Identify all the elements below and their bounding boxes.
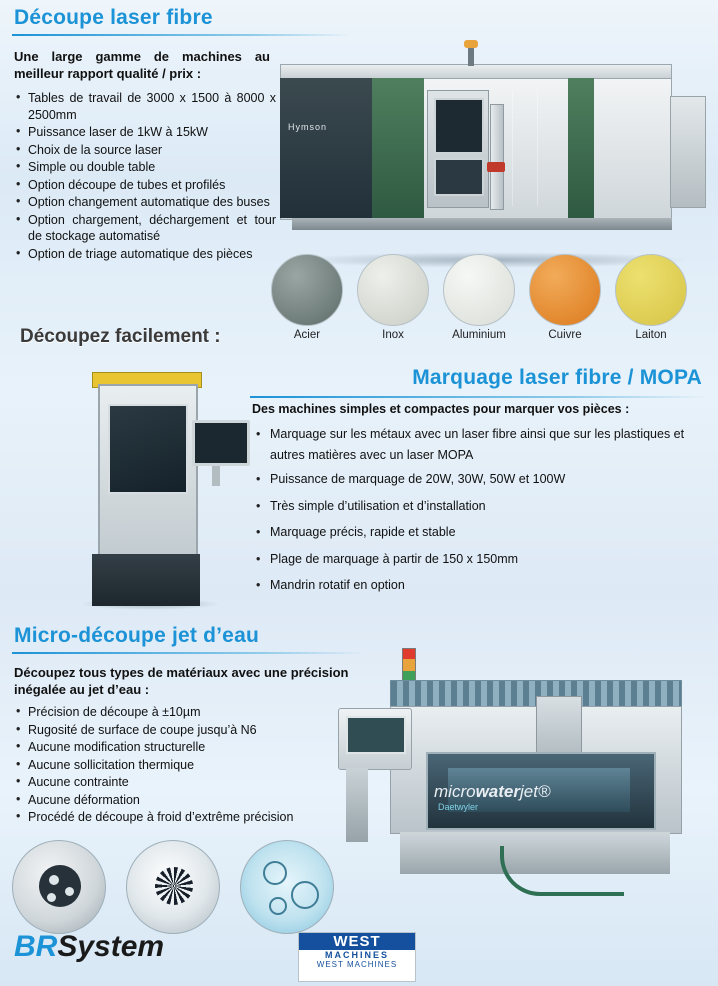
partner-logo-line2: MACHINES <box>324 950 389 960</box>
machine-brand-label <box>434 782 550 802</box>
list-item: • Procédé de découpe à froid d’extrême précision <box>14 809 364 826</box>
material-item <box>528 254 602 341</box>
brand-part-3: jet <box>519 782 538 801</box>
machine-base <box>292 218 672 230</box>
logo-prefix: BR <box>14 930 58 963</box>
monitor-screen <box>192 420 250 466</box>
material-swatch <box>357 254 429 326</box>
logo-main: System <box>57 930 165 963</box>
list-item: • Marquage précis, rapide et stable <box>252 519 708 546</box>
laser-feature-list <box>14 90 276 263</box>
material-item <box>356 254 430 341</box>
material-swatch <box>271 254 343 326</box>
sample-detail <box>269 897 287 915</box>
list-item: • Aucune modification structurelle <box>14 739 364 756</box>
materials-row <box>270 254 710 344</box>
company-logo <box>14 930 164 964</box>
laser-subtitle: Découpez facilement : <box>20 326 221 347</box>
machine-window <box>108 404 188 494</box>
list-item: • Option chargement, déchargement et tour de stockage automatisé <box>14 212 276 245</box>
material-swatch <box>529 254 601 326</box>
cnc-screen <box>346 716 406 754</box>
emergency-stop-icon <box>487 162 505 172</box>
list-item: • Marquage sur les métaux avec un laser fibre ainsi que sur les plastiques et autres matières avec un laser MOPA <box>252 424 708 466</box>
waterjet-feature-list <box>14 704 364 827</box>
partner-logo <box>298 932 416 982</box>
material-label: Cuivre <box>548 329 582 341</box>
machine-dark-panel <box>280 78 372 218</box>
list-item: • Tables de travail de 3000 x 1500 à 8000 x 2500mm <box>14 90 276 123</box>
list-item: • Mandrin rotatif en option <box>252 572 708 599</box>
section-title-marquage: Marquage laser fibre / MOPA <box>412 366 702 389</box>
sample-detail <box>49 875 59 885</box>
machine-seam <box>537 90 538 206</box>
marquage-feature-list <box>252 424 708 599</box>
machine-seam <box>512 90 513 206</box>
sample-detail <box>39 865 81 907</box>
machine-right-module <box>670 96 706 208</box>
list-item: • Aucune contrainte <box>14 774 364 791</box>
partner-logo-line1: WEST <box>299 933 415 950</box>
machine-base <box>92 554 200 606</box>
list-item: • Choix de la source laser <box>14 142 276 159</box>
material-swatch <box>443 254 515 326</box>
registered-mark: ® <box>537 782 551 801</box>
hose <box>500 846 624 896</box>
laser-intro-text: Une large gamme de machines au meilleur rapport qualité / prix : <box>14 49 270 81</box>
partner-logo-line3: WEST MACHINES <box>316 960 398 969</box>
machine-arm <box>490 104 504 210</box>
list-item: • Puissance de marquage de 20W, 30W, 50W et 100W <box>252 466 708 493</box>
list-item: • Aucune déformation <box>14 792 364 809</box>
divider-laser <box>12 34 352 36</box>
material-label: Laiton <box>635 329 667 341</box>
marquage-intro-text: Des machines simples et compactes pour marquer vos pièces : <box>252 402 630 416</box>
list-item: • Puissance laser de 1kW à 15kW <box>14 124 276 141</box>
sample-detail <box>155 867 193 905</box>
machine-screen <box>434 98 484 154</box>
list-item: • Aucune sollicitation thermique <box>14 757 364 774</box>
laser-cutting-machine-image <box>272 42 712 272</box>
sample-detail <box>291 881 319 909</box>
material-label: Inox <box>382 329 404 341</box>
sample-detail <box>263 861 287 885</box>
sample-parts-row <box>8 840 358 940</box>
list-item: • Précision de découpe à ±10µm <box>14 704 364 721</box>
list-item: • Option de triage automatique des pièces <box>14 246 276 263</box>
brand-part-2: water <box>475 782 520 801</box>
material-item <box>614 254 688 341</box>
waterjet-machine-image <box>330 646 718 896</box>
list-item: • Rugosité de surface de coupe jusqu’à N6 <box>14 722 364 739</box>
sample-photo-3 <box>240 840 334 934</box>
section-title-laser: Découpe laser fibre <box>14 6 213 29</box>
section-title-waterjet: Micro-découpe jet d’eau <box>14 624 259 647</box>
control-stand <box>346 768 368 842</box>
sample-photo-2 <box>126 840 220 934</box>
machine-green-panel-right <box>568 78 594 218</box>
waterjet-intro-text: Découpez tous types de matériaux avec une précision inégalée au jet d’eau : <box>14 665 349 697</box>
divider-marquage <box>250 396 708 398</box>
machine-green-panel-left <box>372 78 424 218</box>
sample-detail <box>47 893 56 902</box>
list-item: • Option découpe de tubes et profilés <box>14 177 276 194</box>
machine-screen-lower <box>434 158 484 196</box>
marking-machine-image <box>40 362 250 612</box>
material-item <box>442 254 516 341</box>
material-label: Aluminium <box>452 329 506 341</box>
warning-light-icon <box>464 40 478 48</box>
signal-tower-icon <box>402 648 416 684</box>
material-label: Acier <box>293 329 321 341</box>
list-item: • Très simple d’utilisation et d’installation <box>252 493 708 520</box>
list-item: • Plage de marquage à partir de 150 x 150mm <box>252 546 708 573</box>
sample-detail <box>65 887 74 896</box>
brand-part-1: micro <box>434 782 476 801</box>
list-item: • Simple ou double table <box>14 159 276 176</box>
list-item: • Option changement automatique des buses <box>14 194 276 211</box>
material-item <box>270 254 344 341</box>
material-swatch <box>615 254 687 326</box>
machine-maker-label: Daetwyler <box>438 802 479 812</box>
sample-photo-1 <box>12 840 106 934</box>
machine-brand-label: Hymson <box>288 122 328 132</box>
divider-waterjet <box>12 652 364 654</box>
